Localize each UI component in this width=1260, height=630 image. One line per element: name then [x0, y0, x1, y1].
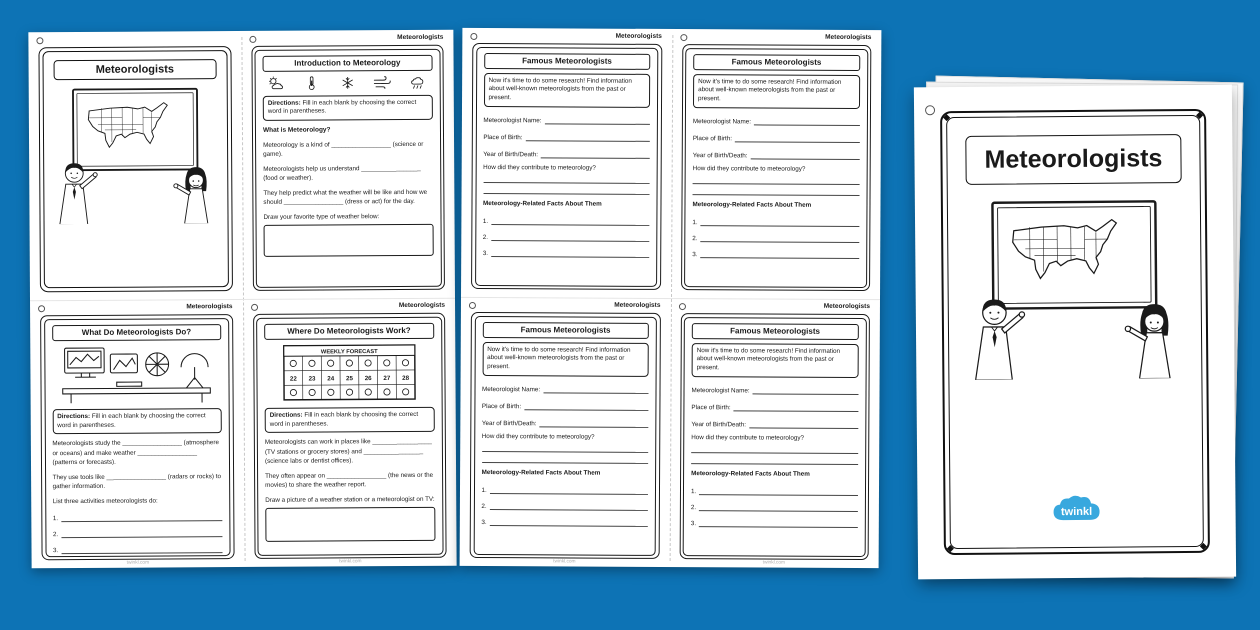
write-line: [749, 426, 858, 429]
directions-text: Fill in each blank by choosing the correct word in parentheses.: [269, 410, 419, 428]
write-line: [490, 524, 648, 527]
facts-heading: Meteorology-Related Facts About Them: [481, 469, 601, 478]
page-title: Introduction to Meteorology: [263, 54, 433, 71]
write-line: [491, 239, 649, 242]
directions-label: Directions:: [269, 411, 303, 419]
calendar-day-number: 28: [401, 374, 409, 382]
number-label: 1.: [692, 218, 698, 226]
directions-text: Fill in each blank by choosing the correct word in parentheses.: [57, 412, 206, 429]
directions-box: [265, 407, 435, 434]
field-label: Meteorologist Name:: [482, 385, 541, 394]
numbered-line: [481, 487, 648, 495]
fill-blank-sentence: Meteorologists study the _________________ (atmosphere or oceans) and make weather _________________ (patterns or forecasts).: [52, 439, 220, 467]
number-label: 2.: [481, 502, 487, 510]
write-line: [482, 452, 649, 464]
famous-meteorologists-panel: [669, 298, 880, 568]
field-year-birth-death: [693, 152, 860, 160]
write-line: [541, 156, 650, 159]
numbered-line: [481, 519, 648, 527]
field-place-of-birth: [483, 134, 650, 142]
write-line: [700, 256, 858, 259]
write-line: [491, 255, 649, 258]
page-title: Where Do Meteorologists Work?: [264, 322, 434, 339]
footer-url: twinkl.com: [553, 559, 576, 565]
number-label: 1.: [52, 515, 59, 523]
write-line: [545, 122, 650, 125]
facts-heading: Meteorology-Related Facts About Them: [691, 470, 810, 479]
page-frame: [251, 45, 445, 291]
hole-punch-icon: [469, 302, 476, 309]
write-line: [693, 184, 860, 196]
page-header-label: Meteorologists: [186, 303, 233, 311]
hole-punch-icon: [36, 37, 43, 44]
field-label: Year of Birth/Death:: [481, 419, 537, 428]
fill-blank-sentence: Meteorology is a kind of _________________ (science or game).: [263, 140, 424, 159]
numbered-line: [483, 218, 650, 226]
page-header-label: Meteorologists: [615, 32, 662, 40]
page-title: Famous Meteorologists: [482, 322, 649, 339]
contribute-question: How did they contribute to meteorology?: [483, 163, 596, 172]
numbered-line: [481, 503, 648, 511]
numbered-line: [483, 250, 650, 258]
write-line: [483, 172, 650, 184]
field-label: Meteorologist Name:: [483, 116, 542, 125]
calendar-day-number: 23: [308, 374, 316, 382]
thermometer-icon: [302, 74, 322, 91]
page-frame: [679, 313, 870, 560]
famous-meteorologists-panel: [671, 29, 882, 299]
page-frame-inner: [684, 48, 868, 288]
footer-url: twinkl.com: [126, 560, 150, 566]
calendar-day-number: 27: [383, 374, 391, 382]
research-instructions: Now it's time to do some research! Find information about well-known meteorologists from the past or present.: [483, 73, 650, 108]
write-line: [699, 493, 857, 496]
write-line: [482, 441, 649, 453]
question-heading: What is Meteorology?: [262, 126, 331, 134]
hole-punch-icon: [680, 34, 687, 41]
hole-punch-icon: [38, 305, 45, 312]
weather-station-illustration: [59, 344, 215, 405]
page-frame-inner: [473, 315, 657, 555]
cover-frame-inner: [42, 50, 228, 288]
write-line: [61, 551, 222, 554]
where-work-page-panel: [243, 298, 457, 567]
footer-url: twinkl.com: [762, 560, 786, 566]
numbered-line: [53, 514, 223, 522]
sheet-grid: [460, 28, 882, 568]
field-label: Meteorologist Name:: [692, 118, 752, 126]
page-header-label: Meteorologists: [398, 301, 446, 310]
famous-meteorologists-panel: [460, 297, 671, 567]
famous-meteorologists-panel: [461, 28, 672, 298]
page-frame-inner: [475, 46, 659, 286]
forecast-calendar-illustration: [271, 342, 427, 403]
number-label: 2.: [690, 503, 697, 511]
write-line: [753, 392, 858, 395]
write-line: [701, 240, 859, 243]
page-frame-inner: [683, 317, 867, 557]
corner-ornament: [947, 545, 954, 552]
list-prompt: List three activities meteorologists do:: [52, 497, 158, 505]
fill-blank-sentence: Meteorologists help us understand _________________ (food or weather).: [263, 164, 421, 183]
write-line: [701, 224, 859, 227]
snowflake-icon: [337, 74, 357, 91]
numbered-line: [692, 251, 859, 259]
drawing-box: [264, 224, 434, 257]
page-title: Famous Meteorologists: [692, 323, 859, 340]
fill-blank-sentence: They help predict what the weather will be like and how we should _________________ (dress or act) for the day.: [263, 188, 428, 206]
booklet-title: Meteorologists: [965, 134, 1181, 185]
write-line: [490, 508, 648, 511]
contribute-question: How did they contribute to meteorology?: [691, 434, 805, 442]
field-year-birth-death: [483, 151, 650, 159]
write-line: [524, 408, 648, 411]
fill-blank-sentence: They use tools like _________________ (radars or rocks) to gather information.: [52, 472, 221, 491]
write-line: [491, 223, 649, 226]
field-place-of-birth: [691, 404, 858, 412]
field-meteorologist-name: [482, 386, 649, 394]
number-label: 3.: [53, 547, 59, 555]
cover-frame-inner: [946, 115, 1204, 549]
contribute-question: How did they contribute to meteorology?: [481, 432, 595, 441]
cover-frame: [38, 46, 232, 292]
numbered-line: [692, 235, 859, 243]
field-place-of-birth: [693, 135, 860, 143]
girl-character: [1125, 304, 1170, 379]
calendar-day-number: 26: [364, 374, 372, 382]
worksheet-sheet-middle: [460, 28, 882, 568]
cover-title: Meteorologists: [54, 59, 217, 80]
write-line: [490, 492, 648, 495]
corner-ornament: [1200, 543, 1207, 550]
write-line: [540, 425, 649, 428]
twinkl-logo-text: twinkl: [1060, 505, 1093, 519]
number-label: 3.: [481, 518, 487, 526]
page-title: Famous Meteorologists: [693, 54, 860, 71]
write-line: [61, 535, 222, 538]
field-label: Meteorologist Name:: [691, 387, 750, 395]
write-line: [526, 139, 650, 142]
write-line: [61, 519, 222, 522]
calendar-title: WEEKLY FORECAST: [320, 348, 378, 355]
folded-booklet: [916, 86, 1234, 578]
what-do-page-panel: [30, 299, 244, 568]
weather-icons-row: [263, 70, 433, 91]
field-place-of-birth: [482, 403, 649, 411]
page-frame: [681, 44, 872, 291]
wind-icon: [373, 74, 393, 91]
page-frame-inner: [256, 316, 443, 555]
map-scene: [962, 199, 1188, 380]
page-frame-inner: [44, 318, 231, 557]
directions-text: Fill in each blank by choosing the correct word in parentheses.: [267, 98, 417, 116]
twinkl-logo: [1048, 492, 1104, 533]
facts-heading: Meteorology-Related Facts About Them: [482, 200, 602, 209]
fill-blank-sentence: They often appear on _________________ (the news or the movies) to share the weather report.: [265, 471, 434, 490]
field-label: Place of Birth:: [691, 404, 731, 412]
page-title: What Do Meteorologists Do?: [52, 324, 222, 341]
number-label: 2.: [692, 234, 698, 242]
page-frame: [471, 43, 662, 290]
page-frame: [40, 314, 234, 560]
booklet-cover: [914, 85, 1236, 580]
boy-character: [59, 163, 97, 224]
write-line: [699, 525, 857, 528]
page-header-label: Meteorologists: [823, 302, 870, 311]
number-label: 3.: [690, 519, 697, 527]
research-instructions: Now it's time to do some research! Find information about well-known meteorologists from the past or present.: [693, 74, 860, 109]
drawing-box: [265, 507, 435, 542]
corner-ornament: [943, 114, 950, 121]
page-header-label: Meteorologists: [825, 33, 872, 42]
rain-cloud-icon: [408, 73, 428, 90]
twinkl-cloud-icon: [1048, 492, 1104, 528]
field-meteorologist-name: [693, 118, 860, 126]
calendar-day-number: 24: [327, 374, 335, 382]
number-label: 1.: [481, 486, 487, 494]
number-label: 2.: [52, 531, 59, 539]
map-scene: [50, 87, 221, 224]
girl-character: [174, 167, 208, 224]
draw-prompt: Draw a picture of a weather station or a meteorologist on TV:: [265, 495, 435, 504]
numbered-line: [691, 520, 858, 528]
numbered-line: [691, 504, 858, 512]
hole-punch-icon: [678, 303, 685, 310]
field-label: Place of Birth:: [483, 133, 523, 142]
page-title: Famous Meteorologists: [484, 53, 651, 70]
number-label: 1.: [482, 217, 489, 225]
sheet-grid: [28, 30, 456, 569]
corner-ornament: [1196, 112, 1203, 119]
page-frame: [253, 313, 447, 559]
footer-url: twinkl.com: [339, 559, 362, 565]
worksheet-sheet-left: [28, 30, 456, 569]
field-meteorologist-name: [483, 117, 650, 125]
cover-page-panel: [28, 31, 242, 300]
directions-box: [52, 408, 222, 435]
number-label: 2.: [482, 233, 489, 241]
fill-blank-sentence: Meteorologists can work in places like _________________ (TV stations or grocery stores) and _________________ (science labs or dentist offices).: [264, 438, 432, 466]
write-line: [691, 442, 858, 454]
hole-punch-icon: [925, 105, 935, 115]
numbered-line: [53, 546, 223, 554]
write-line: [735, 140, 859, 143]
page-frame-inner: [254, 48, 441, 287]
write-line: [754, 123, 859, 126]
field-year-birth-death: [691, 421, 858, 429]
write-line: [699, 509, 857, 512]
hole-punch-icon: [249, 36, 256, 43]
field-label: Place of Birth:: [481, 402, 522, 411]
number-label: 3.: [692, 250, 698, 258]
field-label: Year of Birth/Death:: [691, 421, 747, 429]
write-line: [750, 157, 859, 160]
directions-label: Directions:: [267, 99, 301, 107]
contribute-question: How did they contribute to meteorology?: [692, 165, 806, 173]
page-frame: [470, 312, 661, 559]
field-meteorologist-name: [691, 387, 858, 395]
write-line: [691, 453, 858, 465]
field-label: Year of Birth/Death:: [483, 150, 539, 159]
numbered-line: [53, 530, 223, 538]
field-year-birth-death: [482, 420, 649, 428]
calendar-day-number: 25: [345, 374, 353, 382]
field-label: Place of Birth:: [692, 135, 733, 143]
hole-punch-icon: [470, 33, 477, 40]
number-label: 1.: [690, 487, 697, 495]
calendar-day-number: 22: [289, 375, 297, 383]
research-instructions: Now it's time to do some research! Find information about well-known meteorologists from the past or present.: [482, 342, 649, 377]
facts-heading: Meteorology-Related Facts About Them: [692, 201, 812, 210]
write-line: [734, 409, 858, 412]
introduction-page-panel: [241, 30, 455, 299]
research-instructions: Now it's time to do some research! Find information about well-known meteorologists from the past or present.: [692, 343, 859, 378]
sun-cloud-icon: [267, 74, 287, 91]
page-header-label: Meteorologists: [614, 301, 661, 309]
page-header-label: Meteorologists: [397, 33, 444, 42]
boy-character: [975, 299, 1025, 380]
write-line: [483, 183, 650, 195]
directions-label: Directions:: [57, 412, 91, 420]
field-label: Year of Birth/Death:: [692, 152, 748, 160]
numbered-line: [692, 219, 859, 227]
write-line: [543, 391, 648, 394]
cover-frame: [940, 109, 1210, 555]
draw-prompt: Draw your favorite type of weather below:: [263, 212, 380, 221]
numbered-line: [691, 488, 858, 496]
write-line: [693, 173, 860, 185]
number-label: 3.: [482, 249, 489, 257]
hole-punch-icon: [251, 304, 258, 311]
numbered-line: [483, 234, 650, 242]
directions-box: [263, 94, 433, 121]
